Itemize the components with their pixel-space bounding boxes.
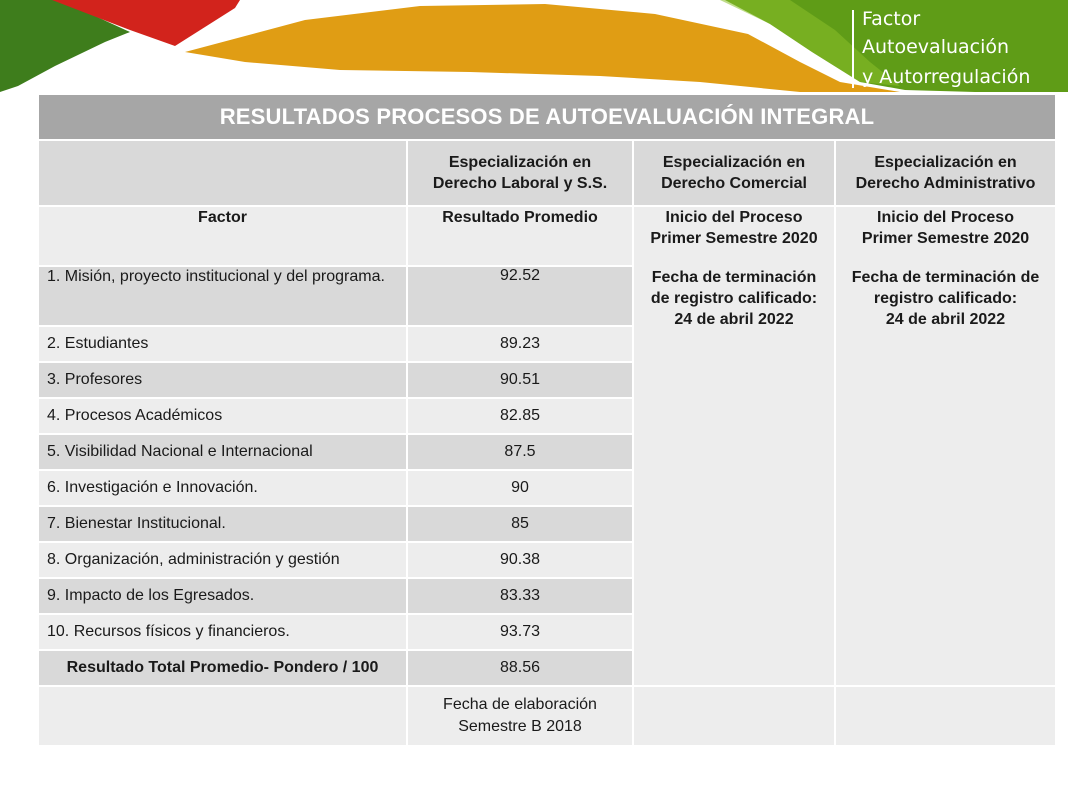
process-info-comercial bbox=[633, 206, 835, 686]
administrativo-process-line1: Inicio del Proceso bbox=[877, 209, 1014, 226]
comercial-process-line3: Fecha de terminación bbox=[651, 269, 817, 286]
program-administrativo-line1: Especialización en bbox=[874, 154, 1017, 171]
program-comercial-line2: Derecho Comercial bbox=[661, 175, 807, 192]
factor-name: 5. Visibilidad Nacional e Internacional bbox=[38, 434, 407, 470]
result-column-header: Resultado Promedio bbox=[407, 206, 633, 266]
administrativo-process-line4: registro calificado: bbox=[873, 290, 1018, 307]
results-table bbox=[37, 93, 1057, 747]
factor-name: 1. Misión, proyecto institucional y del programa. bbox=[38, 266, 407, 326]
factor-name: 10. Recursos físicos y financieros. bbox=[38, 614, 407, 650]
total-value: 88.56 bbox=[407, 650, 633, 686]
program-header-row bbox=[38, 140, 1056, 206]
program-comercial-line1: Especialización en bbox=[662, 154, 806, 171]
factor-value: 92.52 bbox=[407, 266, 633, 326]
factor-value: 89.23 bbox=[407, 326, 633, 362]
factor-name: 4. Procesos Académicos bbox=[38, 398, 407, 434]
footer-elaboration-date bbox=[407, 686, 633, 746]
program-laboral-line1: Especialización en bbox=[448, 154, 592, 171]
factor-column-header: Factor bbox=[38, 206, 407, 266]
logo-line-autorregulacion: y Autorregulación bbox=[862, 66, 1031, 88]
footer-row bbox=[38, 686, 1056, 746]
comercial-process-line5: 24 de abril 2022 bbox=[674, 311, 794, 328]
logo-line-factor: Factor bbox=[862, 8, 921, 30]
logo-line-autoevaluacion: Autoevaluación bbox=[862, 36, 1010, 58]
empty-header-cell bbox=[38, 140, 407, 206]
factor-value: 90.38 bbox=[407, 542, 633, 578]
program-laboral-line2: Derecho Laboral y S.S. bbox=[432, 175, 608, 192]
factor-name: 9. Impacto de los Egresados. bbox=[38, 578, 407, 614]
program-header-comercial bbox=[633, 140, 835, 206]
comercial-process-spacer bbox=[642, 249, 826, 267]
administrativo-process-line2: Primer Semestre 2020 bbox=[861, 230, 1030, 247]
process-info-administrativo bbox=[835, 206, 1056, 686]
program-header-administrativo bbox=[835, 140, 1056, 206]
factor-value: 85 bbox=[407, 506, 633, 542]
footer-empty-cell-comercial bbox=[633, 686, 835, 746]
program-administrativo-line2: Derecho Administrativo bbox=[855, 175, 1036, 192]
factor-name: 7. Bienestar Institucional. bbox=[38, 506, 407, 542]
factor-name: 2. Estudiantes bbox=[38, 326, 407, 362]
footer-empty-cell bbox=[38, 686, 407, 746]
administrativo-process-line3: Fecha de terminación de bbox=[851, 269, 1040, 286]
factor-value: 82.85 bbox=[407, 398, 633, 434]
table-title: RESULTADOS PROCESOS DE AUTOEVALUACIÓN INTEGRAL bbox=[38, 94, 1056, 140]
factor-value: 90 bbox=[407, 470, 633, 506]
program-header-laboral bbox=[407, 140, 633, 206]
factor-value: 83.33 bbox=[407, 578, 633, 614]
total-label: Resultado Total Promedio- Pondero / 100 bbox=[38, 650, 407, 686]
footer-empty-cell-administrativo bbox=[835, 686, 1056, 746]
logo-divider bbox=[852, 10, 854, 88]
footer-line1: Fecha de elaboración bbox=[443, 696, 597, 713]
factor-value: 93.73 bbox=[407, 614, 633, 650]
column-header-row bbox=[38, 206, 1056, 266]
factor-name: 3. Profesores bbox=[38, 362, 407, 398]
factor-logo bbox=[846, 4, 1061, 90]
factor-name: 8. Organización, administración y gestión bbox=[38, 542, 407, 578]
factor-name: 6. Investigación e Innovación. bbox=[38, 470, 407, 506]
factor-value: 90.51 bbox=[407, 362, 633, 398]
comercial-process-line2: Primer Semestre 2020 bbox=[650, 230, 818, 247]
comercial-process-line1: Inicio del Proceso bbox=[665, 209, 803, 226]
factor-value: 87.5 bbox=[407, 434, 633, 470]
footer-line2: Semestre B 2018 bbox=[458, 718, 582, 735]
comercial-process-line4: de registro calificado: bbox=[650, 290, 818, 307]
administrativo-process-line5: 24 de abril 2022 bbox=[885, 311, 1006, 328]
administrativo-process-spacer bbox=[844, 249, 1047, 267]
table-title-row bbox=[38, 94, 1056, 140]
